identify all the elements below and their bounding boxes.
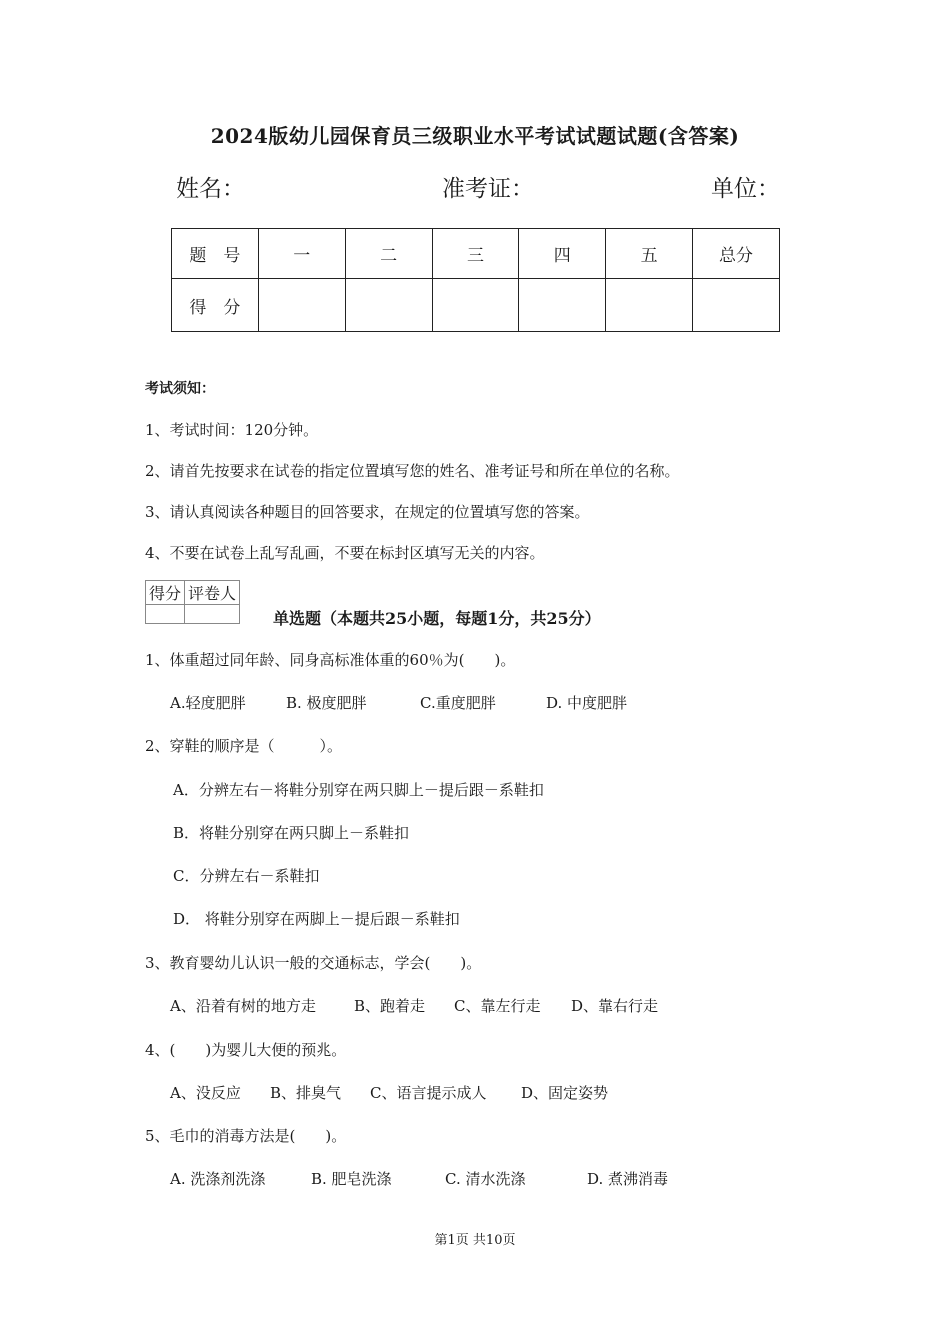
header-part-5: 五 <box>606 229 693 279</box>
question-option: D、固定姿势 <box>521 1084 609 1102</box>
question-option: B. 极度肥胖 <box>286 694 367 712</box>
question-option: A.轻度肥胖 <box>170 694 246 712</box>
notice-item: 1、考试时间：120分钟。 <box>145 421 319 439</box>
score-cell-4[interactable] <box>519 279 606 332</box>
notice-item: 2、请首先按要求在试卷的指定位置填写您的姓名、准考证号和所在单位的名称。 <box>145 462 680 480</box>
score-table <box>171 228 780 332</box>
question-option: C．分辨左右－系鞋扣 <box>173 867 320 885</box>
exam-title: 2024版幼儿园保育员三级职业水平考试试题试题(含答案) <box>210 124 740 148</box>
question-option: B、跑着走 <box>354 997 426 1015</box>
grader-name-label: 评卷人 <box>185 581 240 605</box>
question-stem: 5、毛巾的消毒方法是( )。 <box>145 1127 347 1145</box>
question-option: B. 肥皂洗涤 <box>311 1170 392 1188</box>
header-part-3: 三 <box>432 229 519 279</box>
unit-label: 单位： <box>711 176 780 202</box>
header-part-4: 四 <box>519 229 606 279</box>
question-option: A．分辨左右－将鞋分别穿在两只脚上－提后跟－系鞋扣 <box>173 781 544 799</box>
question-option: D． 将鞋分别穿在两脚上－提后跟－系鞋扣 <box>173 910 460 928</box>
question-option: C. 清水洗涤 <box>445 1170 526 1188</box>
question-stem: 4、( )为婴儿大便的预兆。 <box>145 1041 347 1059</box>
question-option: D. 煮沸消毒 <box>587 1170 669 1188</box>
page-footer: 第1页 共10页 <box>434 1233 516 1248</box>
question-option: C、语言提示成人 <box>370 1084 487 1102</box>
header-question-number: 题 号 <box>172 229 259 279</box>
header-part-2: 二 <box>345 229 432 279</box>
notice-item: 4、不要在试卷上乱写乱画，不要在标封区填写无关的内容。 <box>145 544 545 562</box>
grader-name-cell[interactable] <box>185 605 240 624</box>
notice-item: 3、请认真阅读各种题目的回答要求，在规定的位置填写您的答案。 <box>145 503 590 521</box>
question-option: A、没反应 <box>170 1084 241 1102</box>
question-option: D. 中度肥胖 <box>546 694 628 712</box>
grader-score-label: 得分 <box>146 581 185 605</box>
question-stem: 1、体重超过同年龄、同身高标准体重的60％为( )。 <box>145 651 516 669</box>
question-option: B、排臭气 <box>270 1084 342 1102</box>
question-option: A. 洗涤剂洗涤 <box>170 1170 266 1188</box>
score-cell-1[interactable] <box>258 279 345 332</box>
question-option: B．将鞋分别穿在两只脚上－系鞋扣 <box>173 824 410 842</box>
name-label: 姓名： <box>176 176 245 202</box>
question-stem: 3、教育婴幼儿认识一般的交通标志，学会( )。 <box>145 954 482 972</box>
score-cell-2[interactable] <box>345 279 432 332</box>
question-option: A、沿着有树的地方走 <box>170 997 316 1015</box>
section-title: 单选题（本题共25小题，每题1分，共25分） <box>273 609 601 628</box>
notice-heading: 考试须知： <box>145 381 215 397</box>
score-cell-5[interactable] <box>606 279 693 332</box>
question-stem: 2、穿鞋的顺序是（ ）。 <box>145 737 343 755</box>
header-part-1: 一 <box>258 229 345 279</box>
question-option: C、靠左行走 <box>454 997 541 1015</box>
score-cell-3[interactable] <box>432 279 519 332</box>
score-row-label: 得 分 <box>172 279 259 332</box>
grader-box <box>145 580 240 624</box>
question-option: C.重度肥胖 <box>420 694 496 712</box>
exam-id-label: 准考证： <box>442 176 534 202</box>
score-cell-total[interactable] <box>693 279 780 332</box>
header-total: 总分 <box>693 229 780 279</box>
grader-score-cell[interactable] <box>146 605 185 624</box>
question-option: D、靠右行走 <box>571 997 659 1015</box>
